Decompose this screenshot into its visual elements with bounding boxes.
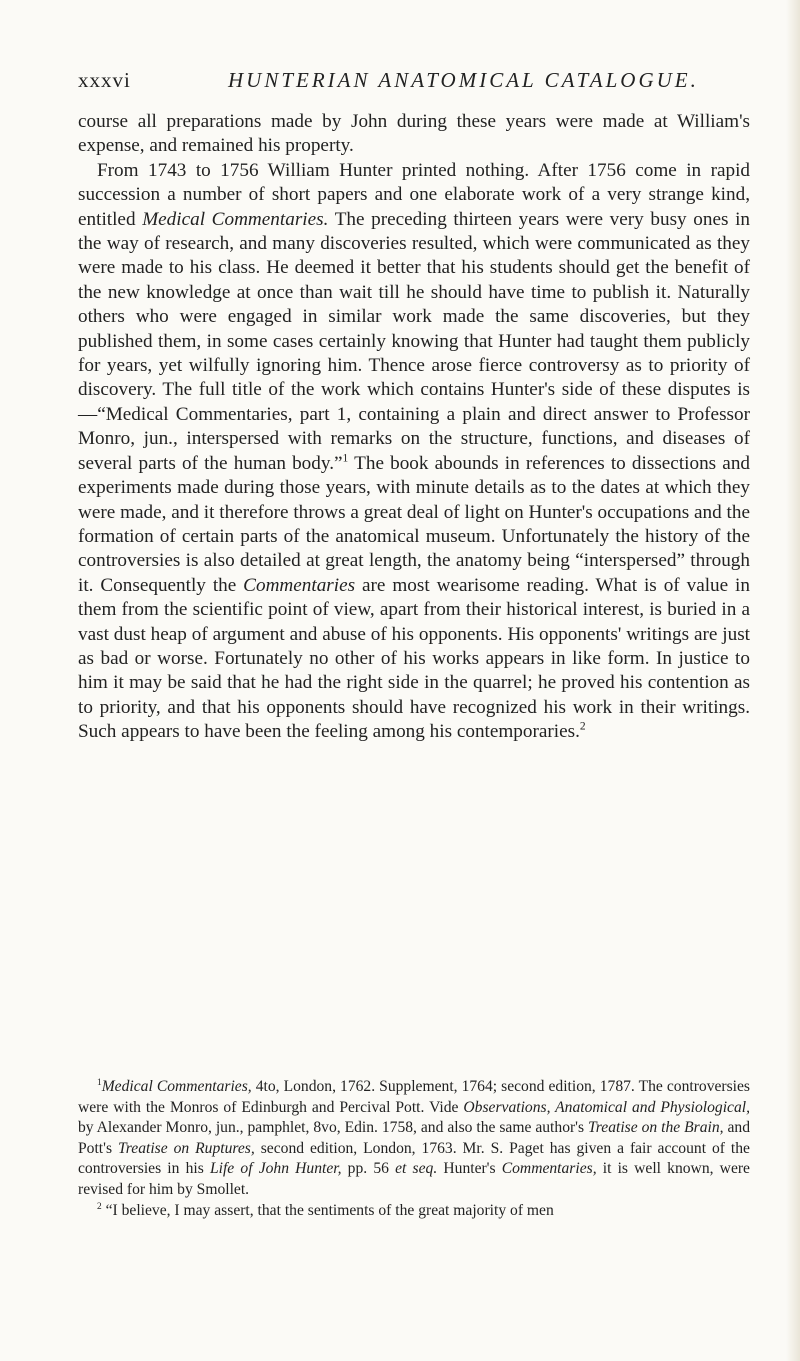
page-number: xxxvi <box>78 68 131 92</box>
fn1-text-2: by Alexander Monro, jun., pamphlet, 8vo, Edin. 1758, and also the same author's <box>78 1119 588 1137</box>
running-title: HUNTERIAN ANATOMICAL CATALOGUE. <box>228 68 699 92</box>
p2-text-4: are most wearisome reading. What is of value in them from the scientific point of view, apart from their historical interest, is buried in a vast dust heap of argument and abuse of his opponents. His opponents' writings are just as bad or worse. Fortunately no other of his works appears in like form. In justice to him it may be said that he had the right side in the quarrel; he proved his contention as to priority, and that his opponents should have recognized his work in their writings. Such appears to have been the feeling among his contemporaries. <box>78 574 750 743</box>
p2-text-3: The book abounds in references to dissections and experiments made during those years, with minute details as to the dates at which they were made, and it therefore throws a great deal of light on Hunter's occupations and the formation of certain parts of the anatomical museum. Unfortunately the history of the controversies is also detailed at great length, the anatomy being “interspersed” through it. Consequently the <box>78 452 751 596</box>
footnotes <box>78 1077 750 1221</box>
footnote-2 <box>78 1201 750 1222</box>
p2-italic-title: Medical Commentaries. <box>142 208 329 230</box>
fn1-italic-7: Commentaries, <box>501 1160 597 1178</box>
footnote-1 <box>78 1077 750 1201</box>
main-text <box>78 110 750 745</box>
footnote-1-marker: 1 <box>97 1077 102 1088</box>
scan-edge-shadow <box>786 0 800 1361</box>
footnote-ref-2: 2 <box>579 720 586 733</box>
fn1-text-5: pp. 56 <box>341 1160 396 1178</box>
book-page <box>78 0 750 1361</box>
fn1-italic-5: Life of John Hunter, <box>209 1160 342 1178</box>
footnote-ref-1: 1 <box>342 452 349 465</box>
paragraph-1: course all preparations made by John during these years were made at William's expense, and remained his property. <box>78 111 750 157</box>
fn1-italic-3: Treatise on the Brain, <box>588 1119 724 1137</box>
fn1-italic-4: Treatise on Ruptures, <box>117 1139 255 1157</box>
p2-text-1: From 1743 to 1756 William Hunter printed nothing. After 1756 come in rapid succession a number of short papers and one elaborate work of a very strange kind, entitled <box>78 159 750 230</box>
page-header <box>78 68 750 98</box>
fn1-text-7: it is well known, were revised for him by Smollet. <box>78 1160 750 1198</box>
footnote-2-marker: 2 <box>97 1201 102 1212</box>
p2-italic-commentaries: Commentaries <box>243 574 356 596</box>
fn1-text-4: second edition, London, 1763. Mr. S. Paget has given a fair account of the controversies in his <box>78 1139 750 1178</box>
paragraph-2 <box>78 159 750 745</box>
fn1-text-3: and Pott's <box>78 1119 750 1157</box>
fn1-italic-6: et seq. <box>395 1160 438 1178</box>
fn1-italic-1: Medical Commentaries, <box>101 1078 252 1095</box>
fn2-text: “I believe, I may assert, that the sentiments of the great majority of men <box>101 1201 554 1219</box>
fn1-text-1: 4to, London, 1762. Supplement, 1764; second edition, 1787. The controversies were with the Monros of Edinburgh and Percival Pott. Vide <box>78 1078 750 1116</box>
p2-text-2: The preceding thirteen years were very busy ones in the way of research, and many discoveries resulted, which were communicated as they were made to his class. He deemed it better that his students should get the benefit of the new knowledge at once than wait till he should have time to publish it. Naturally others who were engaged in similar work made the same discoveries, but they published them, in some cases certainly knowing that Hunter had taught them publicly for years, yet wilfully ignoring him. Thence arose fierce controversy as to priority of discovery. The full title of the work which contains Hunter's side of these disputes is—“Medical Commentaries, part 1, containing a plain and direct answer to Professor Monro, jun., interspersed with remarks on the structure, functions, and diseases of several parts of the human body.” <box>78 208 750 474</box>
fn1-text-6: Hunter's <box>437 1160 502 1178</box>
fn1-italic-2: Observations, Anatomical and Physiological, <box>463 1098 751 1116</box>
